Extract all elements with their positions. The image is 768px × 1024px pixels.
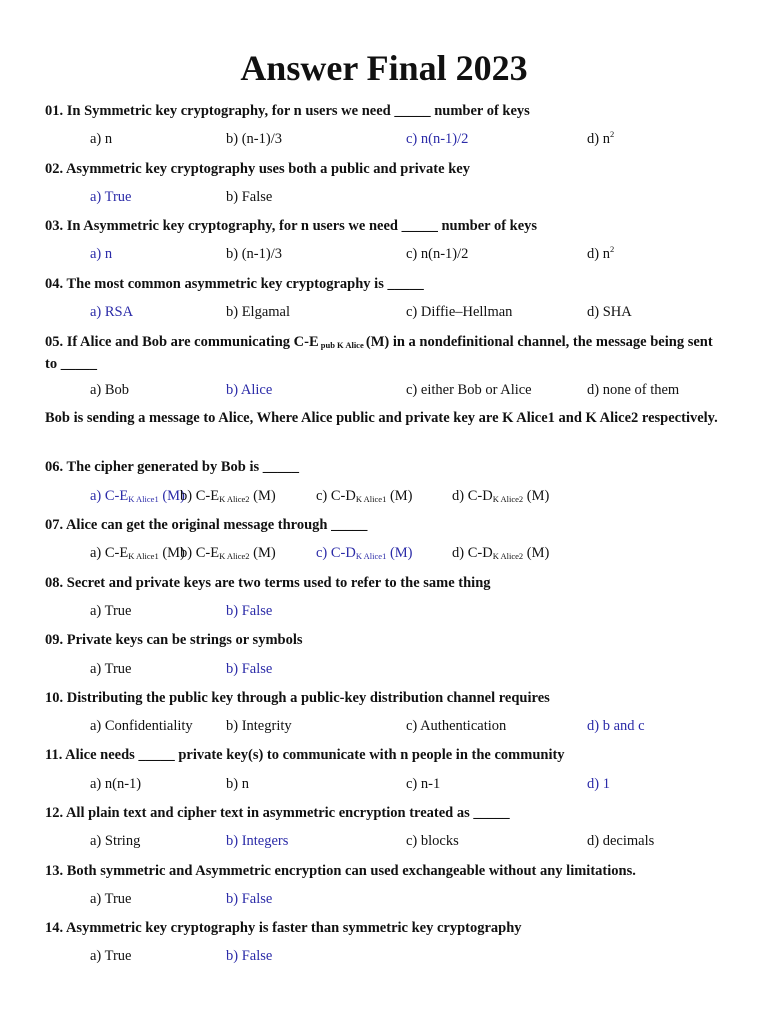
option-14-b-correct: b) False	[226, 948, 273, 964]
option-01-d	[587, 129, 614, 149]
question-01: 01. In Symmetric key cryptography, for n users we need _____ number of keys	[45, 103, 530, 119]
options-09	[90, 659, 730, 679]
option-14-a: a) True	[90, 948, 132, 964]
question-12: 12. All plain text and cipher text in asymmetric encryption treated as _____	[45, 805, 510, 821]
page-title: Answer Final 2023	[240, 48, 528, 88]
options-12	[90, 831, 730, 851]
option-05-a: a) Bob	[90, 382, 130, 398]
option-07-a-text: a) C-E	[90, 545, 129, 561]
option-06-c-subscript: K Alice1	[355, 494, 387, 504]
option-04-c: c) Diffie–Hellman	[406, 304, 513, 320]
options-08	[90, 601, 730, 621]
option-09-b-correct: b) False	[226, 661, 273, 677]
question-09: 09. Private keys can be strings or symbols	[45, 632, 303, 648]
option-05-d: d) none of them	[587, 382, 680, 398]
option-01-c-correct: c) n(n-1)/2	[406, 131, 469, 147]
question-05-text-end: (M) in a nondefinitional channel, the message being sent to _____	[45, 334, 713, 372]
option-07-a	[90, 543, 185, 563]
option-03-d-superscript: 2	[609, 244, 615, 254]
question-10: 10. Distributing the public key through a public-key distribution channel requires	[45, 690, 550, 706]
option-03-c: c) n(n-1)/2	[406, 246, 469, 262]
option-03-d	[587, 244, 614, 264]
option-07-a-subscript: K Alice1	[128, 551, 159, 561]
option-03-d-text: d) n	[587, 246, 610, 262]
option-06-d-suffix: (M)	[523, 488, 550, 504]
option-04-b: b) Elgamal	[226, 304, 291, 320]
question-14: 14. Asymmetric key cryptography is faster than symmetric key cryptography	[45, 920, 522, 936]
option-06-b-text: b) C-E	[180, 488, 220, 504]
question-08: 08. Secret and private keys are two terms used to refer to the same thing	[45, 575, 491, 591]
options-05	[90, 380, 730, 400]
option-01-d-text: d) n	[587, 131, 610, 147]
option-10-d-correct: d) b and c	[587, 718, 645, 734]
option-06-a-text: a) C-E	[90, 488, 129, 504]
option-13-b-correct: b) False	[226, 891, 273, 907]
option-04-d: d) SHA	[587, 304, 632, 320]
option-06-a-suffix: (M)	[158, 488, 185, 504]
question-06: 06. The cipher generated by Bob is _____	[45, 459, 300, 475]
option-01-a: a) n	[90, 131, 113, 147]
context-paragraph: Bob is sending a message to Alice, Where Alice public and private key are K Alice1 and K Alice2 respectively.	[45, 410, 718, 426]
options-02	[90, 187, 730, 207]
option-07-b	[180, 543, 276, 563]
option-07-c-correct	[316, 543, 413, 563]
options-11	[90, 774, 730, 794]
option-06-c	[316, 486, 413, 506]
option-02-a-correct: a) True	[90, 189, 132, 205]
option-12-b-correct: b) Integers	[226, 833, 289, 849]
question-13: 13. Both symmetric and Asymmetric encryption can used exchangeable without any limitations.	[45, 863, 636, 879]
option-11-a: a) n(n-1)	[90, 776, 142, 792]
option-06-d-subscript: K Alice2	[492, 494, 524, 504]
option-07-b-suffix: (M)	[249, 545, 276, 561]
question-05	[45, 333, 725, 374]
option-01-b: b) (n-1)/3	[226, 131, 282, 147]
options-07	[90, 543, 730, 563]
option-11-b: b) n	[226, 776, 249, 792]
question-11: 11. Alice needs _____ private key(s) to communicate with n people in the community	[45, 747, 565, 763]
option-08-a: a) True	[90, 603, 132, 619]
option-06-b-suffix: (M)	[249, 488, 276, 504]
option-12-c: c) blocks	[406, 833, 459, 849]
option-06-c-suffix: (M)	[386, 488, 413, 504]
option-10-a: a) Confidentiality	[90, 718, 193, 734]
option-07-b-subscript: K Alice2	[219, 551, 250, 561]
option-07-a-suffix: (M)	[158, 545, 185, 561]
option-07-d	[452, 543, 549, 563]
question-03: 03. In Asymmetric key cryptography, for n users we need _____ number of keys	[45, 218, 538, 234]
option-10-c: c) Authentication	[406, 718, 507, 734]
options-06	[90, 486, 730, 506]
question-07: 07. Alice can get the original message through _____	[45, 517, 368, 533]
option-10-b: b) Integrity	[226, 718, 292, 734]
option-02-b: b) False	[226, 189, 273, 205]
option-06-b-subscript: K Alice2	[219, 494, 250, 504]
question-02: 02. Asymmetric key cryptography uses both a public and private key	[45, 161, 470, 177]
option-05-c: c) either Bob or Alice	[406, 382, 532, 398]
option-09-a: a) True	[90, 661, 132, 677]
option-07-c-text: c) C-D	[316, 545, 356, 561]
question-05-subscript: pub K Alice	[318, 340, 366, 350]
options-13	[90, 889, 730, 909]
option-07-d-text: d) C-D	[452, 545, 493, 561]
option-04-a-correct: a) RSA	[90, 304, 134, 320]
option-01-d-superscript: 2	[609, 129, 615, 139]
options-04	[90, 302, 730, 322]
option-07-c-subscript: K Alice1	[355, 551, 387, 561]
options-14	[90, 946, 730, 966]
option-13-a: a) True	[90, 891, 132, 907]
question-05-text-start: 05. If Alice and Bob are communicating C-E	[45, 334, 319, 350]
option-07-d-subscript: K Alice2	[492, 551, 524, 561]
option-12-a: a) String	[90, 833, 141, 849]
options-01	[90, 129, 730, 149]
option-03-a-correct: a) n	[90, 246, 113, 262]
options-03	[90, 244, 730, 264]
option-05-b-correct: b) Alice	[226, 382, 273, 398]
option-07-b-text: b) C-E	[180, 545, 220, 561]
option-11-c: c) n-1	[406, 776, 441, 792]
option-07-d-suffix: (M)	[523, 545, 550, 561]
options-10	[90, 716, 730, 736]
option-06-b	[180, 486, 276, 506]
option-12-d: d) decimals	[587, 833, 655, 849]
option-07-c-suffix: (M)	[386, 545, 413, 561]
option-06-c-text: c) C-D	[316, 488, 356, 504]
option-06-a-correct	[90, 486, 185, 506]
option-08-b-correct: b) False	[226, 603, 273, 619]
question-04: 04. The most common asymmetric key cryptography is _____	[45, 276, 424, 292]
option-03-b: b) (n-1)/3	[226, 246, 282, 262]
option-06-d	[452, 486, 549, 506]
option-11-d-correct: d) 1	[587, 776, 610, 792]
option-06-a-subscript: K Alice1	[128, 494, 159, 504]
option-06-d-text: d) C-D	[452, 488, 493, 504]
